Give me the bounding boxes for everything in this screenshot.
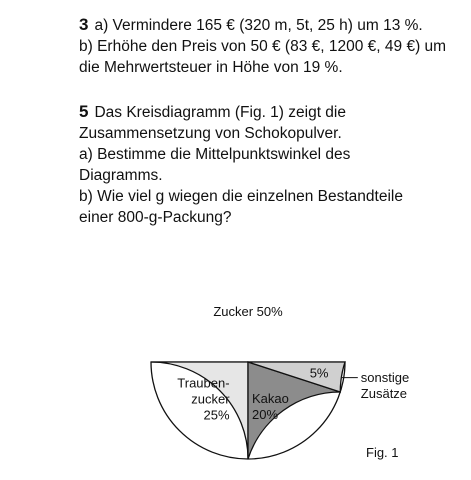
slice-label: 5% <box>309 365 329 381</box>
task-5-line-6: einer 800-g-Packung? <box>79 209 232 226</box>
slice-label: 20% <box>252 407 279 423</box>
slice-outside-label: Zusätze <box>360 386 408 402</box>
task-5-line-2: Zusammensetzung von Schokopulver. <box>79 125 342 142</box>
task-3-line-2: b) Erhöhe den Preis von 50 € (83 €, 1200 €, 49 €) um <box>79 38 447 55</box>
slice-label: 25% <box>203 407 230 423</box>
task-number: 5 <box>79 102 89 121</box>
task-5-line-5: b) Wie viel g wiegen die einzelnen Bestandteile <box>79 188 403 205</box>
task-text: Das Kreisdiagramm (Fig. 1) zeigt die <box>94 104 346 121</box>
task-text: a) Vermindere 165 € (320 m, 5t, 25 h) um 13 %. <box>94 17 423 34</box>
task-5-line-4: Diagramms. <box>79 167 163 184</box>
slice-outside-label: sonstige <box>360 370 410 386</box>
task-5-line-3: a) Bestimme die Mittelpunktswinkel des <box>79 146 351 163</box>
figure-caption: Fig. 1 <box>366 445 399 460</box>
slice-label: Trauben- <box>177 375 230 391</box>
slice-label: Zucker 50% <box>213 304 283 319</box>
task-number: 3 <box>79 15 89 34</box>
slice-label: zucker <box>191 391 230 407</box>
task-3-line-3: die Mehrwertsteuer in Höhe von 19 %. <box>79 59 343 76</box>
slice-label: Kakao <box>252 391 289 407</box>
